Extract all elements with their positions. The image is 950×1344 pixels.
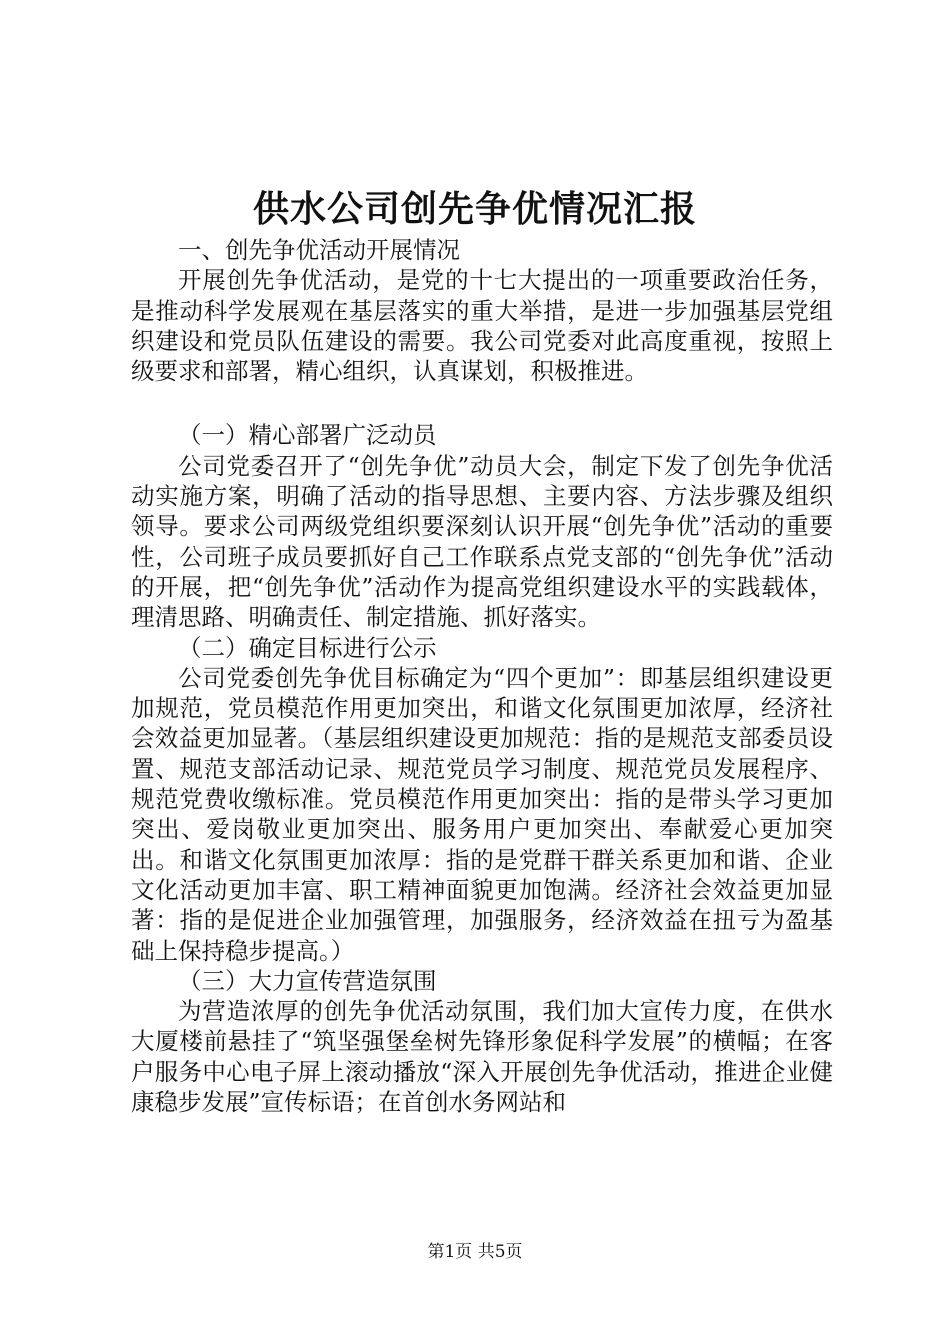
subsection-paragraph-3: 为营造浓厚的创先争优活动氛围，我们加大宣传力度，在供水大厦楼前悬挂了“筑坚强堡垒树先锋形象促科学发展”的横幅；在客户服务中心电子屏上滚动播放“深入开展创先争优活动，推进企业健康稳步发展”宣传标语；在首创水务网站和 bbox=[131, 997, 833, 1117]
intro-paragraph: 开展创先争优活动，是党的十七大提出的一项重要政治任务，是推动科学发展观在基层落实的重大举措，是进一步加强基层党组织建设和党员队伍建设的需要。我公司党委对此高度重视，按照上级要求和部署，精心组织，认真谋划，积极推进。 bbox=[131, 266, 833, 386]
page-number-footer: 第1页 共5页 bbox=[427, 1242, 523, 1262]
subsection-paragraph-1: 公司党委召开了“创先争优”动员大会，制定下发了创先争优活动实施方案，明确了活动的指导思想、主要内容、方法步骤及组织领导。要求公司两级党组织要深刻认识开展“创先争优”活动的重要性，公司班子成员要抓好自己工作联系点党支部的“创先争优”活动的开展，把“创先争优”活动作为提高党组织建设水平的实践载体，理清思路、明确责任、制定措施、抓好落实。 bbox=[131, 451, 833, 632]
subsection-heading-2: （二）确定目标进行公示 bbox=[178, 633, 437, 662]
subsection-heading-3: （三）大力宣传营造氛围 bbox=[178, 966, 437, 995]
subsection-heading-1: （一）精心部署广泛动员 bbox=[178, 421, 437, 450]
subsection-paragraph-2: 公司党委创先争优目标确定为“四个更加”：即基层组织建设更加规范，党员模范作用更加突出，和谐文化氛围更加浓厚，经济社会效益更加显著。（基层组织建设更加规范：指的是规范支部委员设置、规范支部活动记录、规范党员学习制度、规范党员发展程序、规范党费收缴标准。党员模范作用更加突出：指的是带头学习更加突出、爱岗敬业更加突出、服务用户更加突出、奉献爱心更加突出。和谐文化氛围更加浓厚：指的是党群干群关系更加和谐、企业文化活动更加丰富、职工精神面貌更加饱满。经济社会效益更加显著：指的是促进企业加强管理，加强服务，经济效益在扭亏为盈基础上保持稳步提高。） bbox=[131, 663, 833, 965]
paragraph-spacer bbox=[131, 386, 833, 420]
document-body bbox=[131, 235, 833, 1117]
section-heading: 一、创先争优活动开展情况 bbox=[178, 236, 460, 264]
document-title: 供水公司创先争优情况汇报 bbox=[252, 188, 697, 230]
